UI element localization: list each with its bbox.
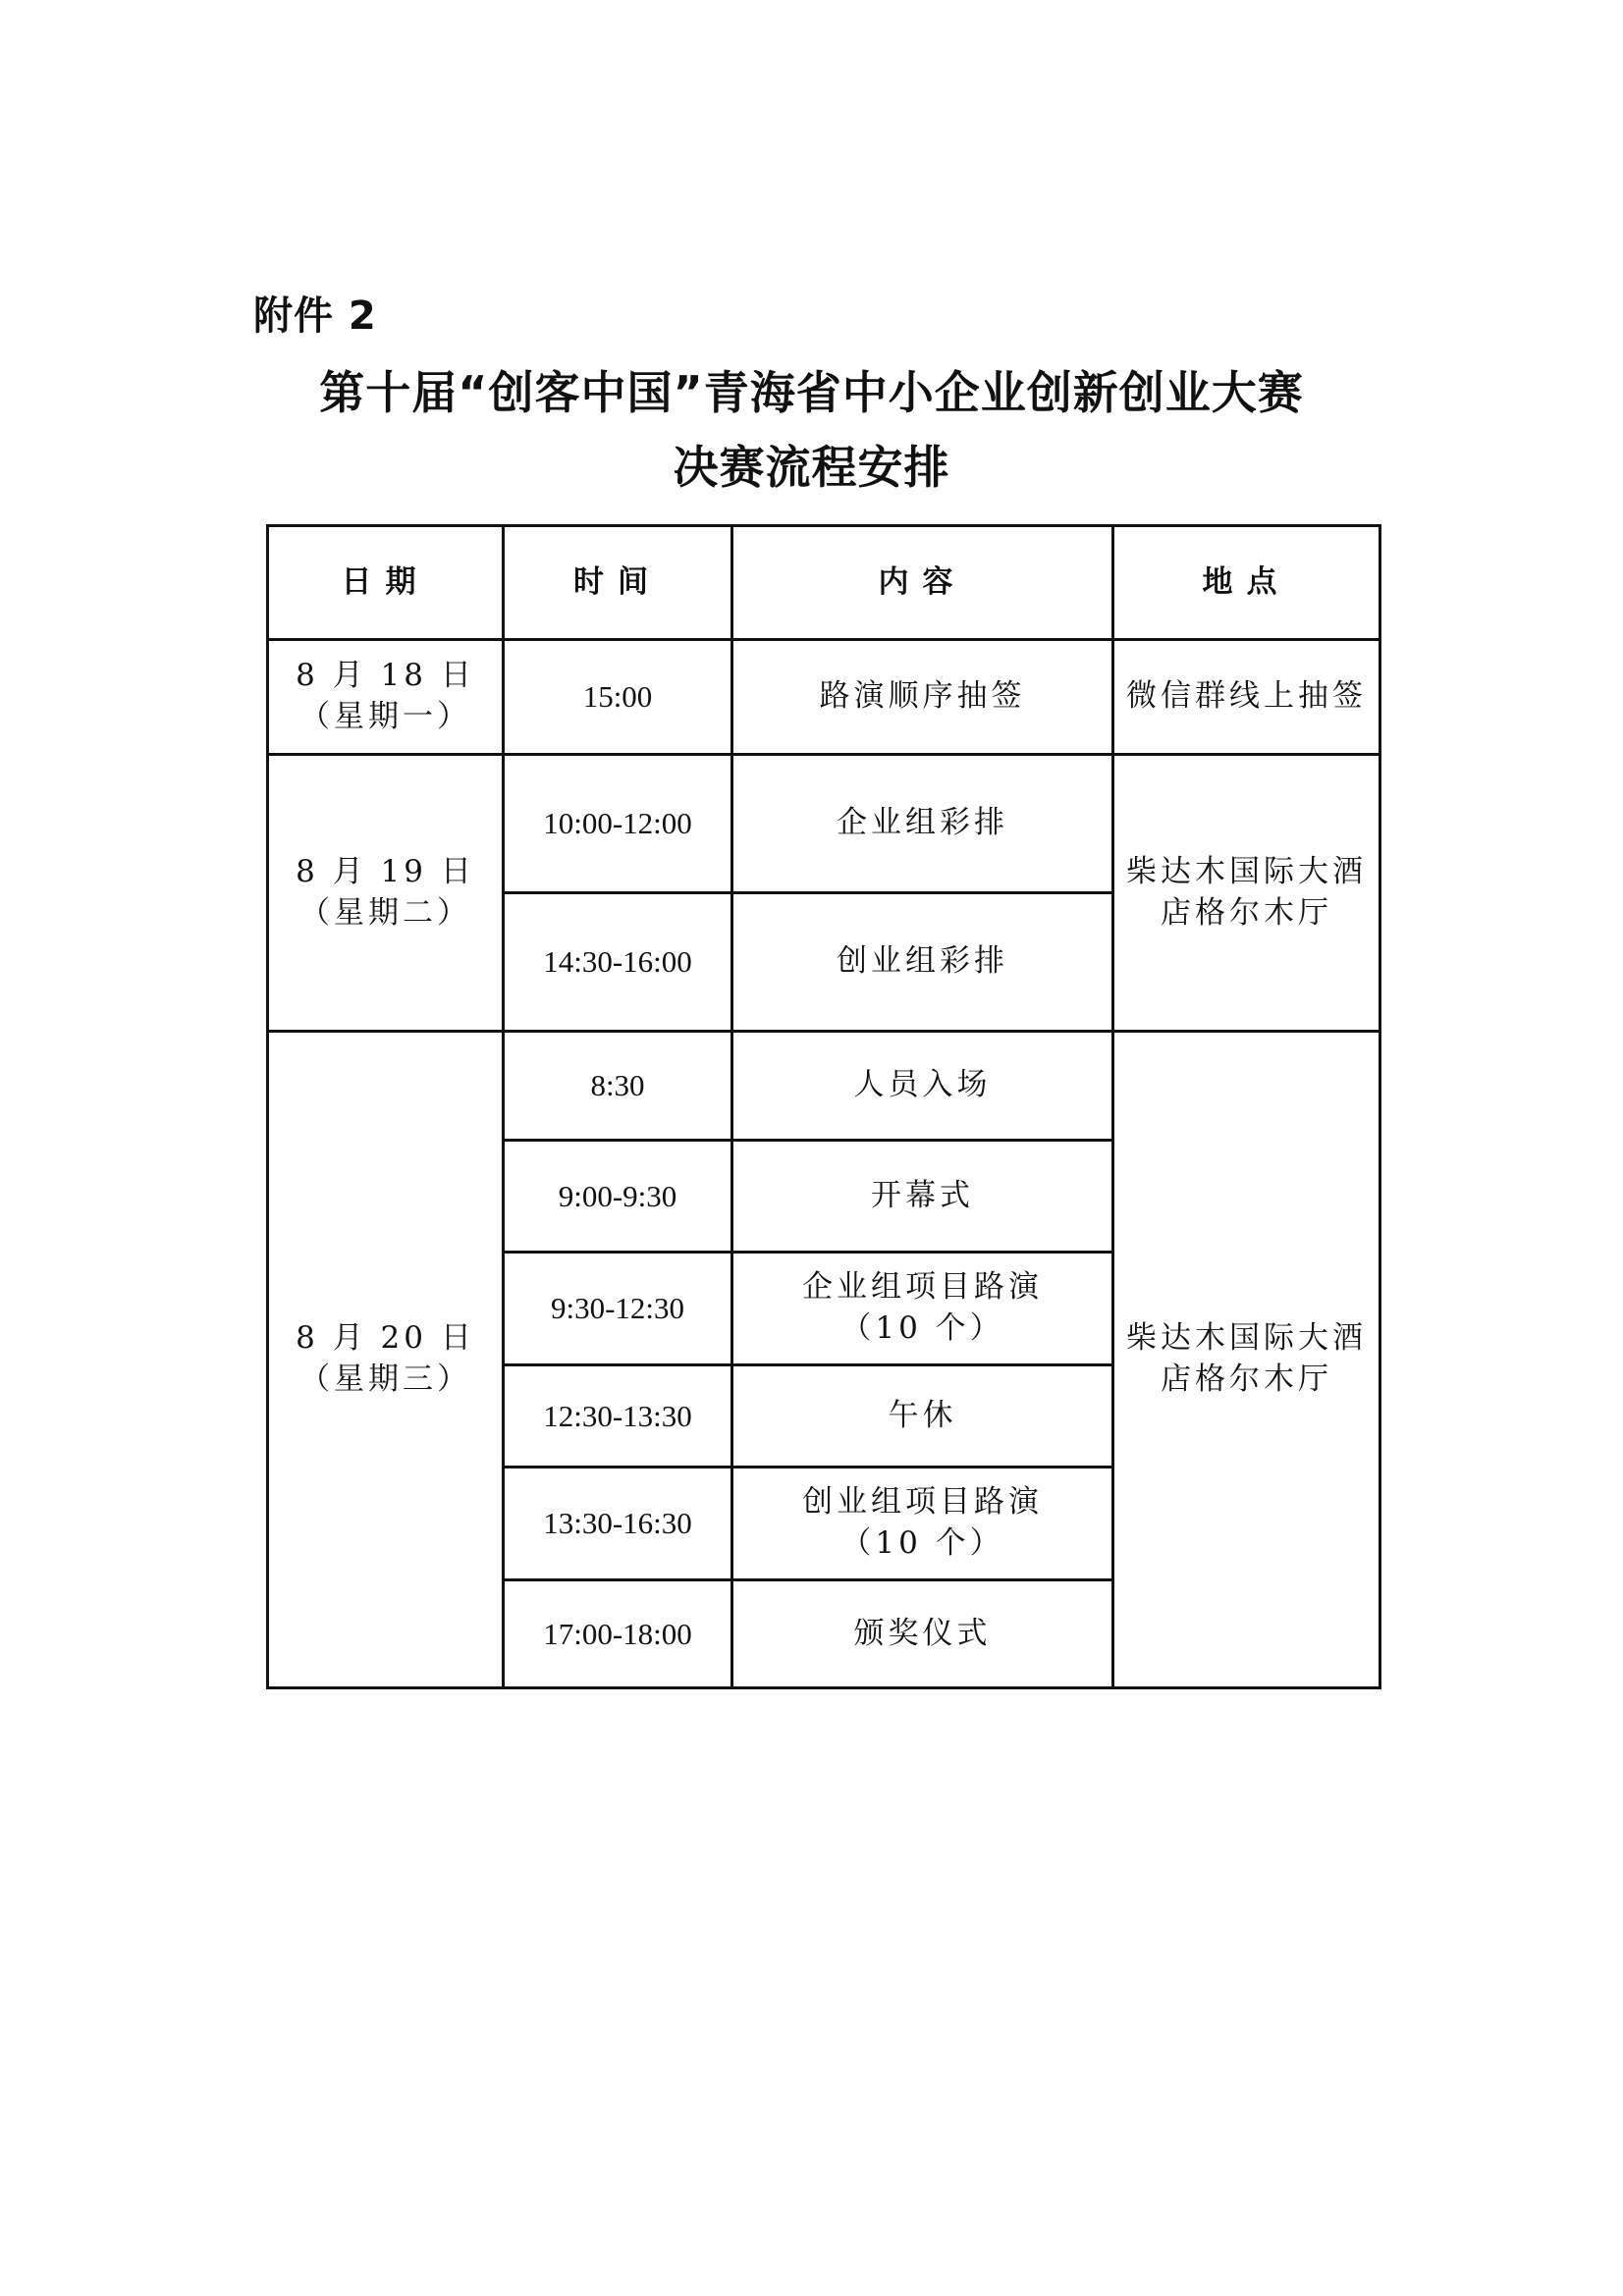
location-cell bbox=[1113, 1032, 1380, 1688]
header-time: 时间 bbox=[504, 526, 732, 640]
location-cell bbox=[1113, 755, 1380, 1032]
location-line: 店格尔木厅 bbox=[1161, 894, 1332, 931]
date-text: 8 月 19 日 bbox=[296, 853, 475, 889]
content-line: 企业组项目路演 bbox=[802, 1269, 1043, 1306]
date-text: 8 月 18 日 bbox=[296, 658, 475, 694]
content-cell bbox=[732, 1468, 1113, 1580]
document-title: 第十届“创客中国”青海省中小企业创新创业大赛 bbox=[319, 366, 1304, 419]
document-subtitle: 决赛流程安排 bbox=[673, 441, 950, 494]
header-date: 日期 bbox=[268, 526, 504, 640]
location-cell: 微信群线上抽签 bbox=[1113, 640, 1380, 755]
location-line: 店格尔木厅 bbox=[1161, 1362, 1332, 1397]
table-row bbox=[268, 755, 1380, 893]
weekday-text: （星期一） bbox=[299, 699, 471, 734]
weekday-text: （星期三） bbox=[299, 1362, 471, 1397]
time-cell: 17:00-18:00 bbox=[504, 1580, 732, 1688]
date-text: 8 月 20 日 bbox=[296, 1320, 475, 1357]
time-cell: 14:30-16:00 bbox=[504, 893, 732, 1032]
content-cell: 颁奖仪式 bbox=[732, 1580, 1113, 1688]
content-line: （10 个） bbox=[840, 1525, 1004, 1561]
content-cell: 创业组彩排 bbox=[732, 893, 1113, 1032]
time-cell: 9:30-12:30 bbox=[504, 1253, 732, 1365]
content-cell bbox=[732, 1253, 1113, 1365]
time-cell: 12:30-13:30 bbox=[504, 1365, 732, 1468]
attachment-label: 附件 2 bbox=[253, 294, 377, 339]
location-line: 柴达木国际大酒 bbox=[1126, 1320, 1367, 1357]
content-cell: 路演顺序抽签 bbox=[732, 640, 1113, 755]
time-cell: 8:30 bbox=[504, 1032, 732, 1141]
table-row bbox=[268, 1032, 1380, 1141]
content-cell: 企业组彩排 bbox=[732, 755, 1113, 893]
weekday-text: （星期二） bbox=[299, 894, 471, 931]
time-cell: 10:00-12:00 bbox=[504, 755, 732, 893]
content-cell: 午休 bbox=[732, 1365, 1113, 1468]
content-line: （10 个） bbox=[840, 1310, 1004, 1346]
table-row bbox=[268, 640, 1380, 755]
time-cell: 15:00 bbox=[504, 640, 732, 755]
content-cell: 人员入场 bbox=[732, 1032, 1113, 1141]
date-cell bbox=[268, 640, 504, 755]
time-cell: 13:30-16:30 bbox=[504, 1468, 732, 1580]
date-cell bbox=[268, 1032, 504, 1688]
schedule-table bbox=[266, 524, 1381, 1689]
content-cell: 开幕式 bbox=[732, 1141, 1113, 1253]
time-cell: 9:00-9:30 bbox=[504, 1141, 732, 1253]
header-content: 内容 bbox=[732, 526, 1113, 640]
header-location: 地点 bbox=[1113, 526, 1380, 640]
content-line: 创业组项目路演 bbox=[802, 1484, 1043, 1521]
table-header-row bbox=[268, 526, 1380, 640]
location-line: 柴达木国际大酒 bbox=[1126, 853, 1367, 889]
date-cell bbox=[268, 755, 504, 1032]
